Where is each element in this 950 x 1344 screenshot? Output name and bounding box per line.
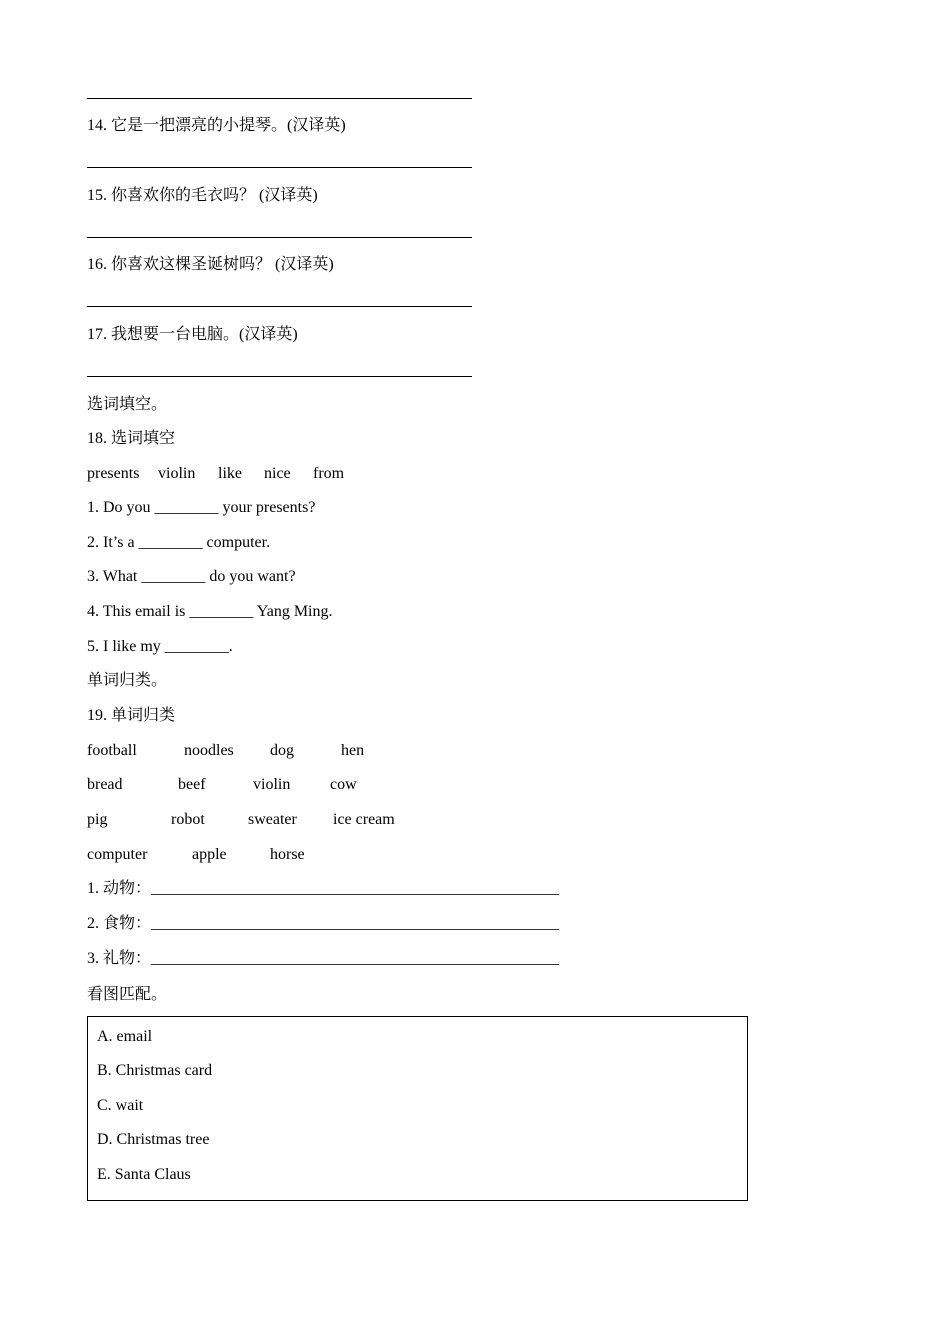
match-option-a: A. email: [97, 1028, 153, 1045]
grid-word: beef: [178, 776, 206, 793]
grid-word: computer: [87, 846, 148, 863]
grid-word: bread: [87, 776, 123, 793]
question-19-title: 19. 单词归类: [87, 707, 176, 724]
fill-item-2: 2. It’s a ________ computer.: [87, 534, 271, 551]
word-bank-item: nice: [264, 465, 291, 482]
grid-word: hen: [341, 742, 365, 759]
classify-item-food: 2. 食物：___________________________________________________: [87, 915, 560, 932]
match-option-c: C. wait: [97, 1097, 144, 1114]
grid-word: ice cream: [333, 811, 395, 828]
word-bank-item: presents: [87, 465, 140, 482]
answer-line-13: [87, 98, 472, 99]
section-heading-fill: 选词填空。: [87, 396, 168, 413]
grid-word: football: [87, 742, 137, 759]
grid-word: horse: [270, 846, 305, 863]
question-15: 15. 你喜欢你的毛衣吗？ (汉译英): [87, 187, 318, 204]
match-option-d: D. Christmas tree: [97, 1131, 210, 1148]
fill-item-4: 4. This email is ________ Yang Ming.: [87, 603, 333, 620]
word-bank-item: from: [313, 465, 345, 482]
question-18-title: 18. 选词填空: [87, 430, 176, 447]
answer-line-17: [87, 376, 472, 377]
word-bank-item: violin: [158, 465, 196, 482]
question-17: 17. 我想要一台电脑。(汉译英): [87, 326, 298, 343]
match-option-b: B. Christmas card: [97, 1062, 213, 1079]
question-14: 14. 它是一把漂亮的小提琴。(汉译英): [87, 117, 346, 134]
fill-item-5: 5. I like my ________.: [87, 638, 233, 655]
classify-item-gifts: 3. 礼物：___________________________________________________: [87, 950, 560, 967]
grid-word: apple: [192, 846, 227, 863]
grid-word: pig: [87, 811, 108, 828]
classify-item-animals: 1. 动物：___________________________________________________: [87, 880, 560, 897]
match-option-e: E. Santa Claus: [97, 1166, 191, 1183]
fill-item-1: 1. Do you ________ your presents?: [87, 499, 316, 516]
grid-word: noodles: [184, 742, 234, 759]
grid-word: cow: [330, 776, 357, 793]
grid-word: robot: [171, 811, 205, 828]
section-heading-match: 看图匹配。: [87, 986, 168, 1003]
answer-line-14: [87, 167, 472, 168]
answer-line-15: [87, 237, 472, 238]
answer-line-16: [87, 306, 472, 307]
grid-word: sweater: [248, 811, 297, 828]
word-bank-item: like: [218, 465, 242, 482]
grid-word: dog: [270, 742, 294, 759]
grid-word: violin: [253, 776, 291, 793]
section-heading-classify: 单词归类。: [87, 672, 168, 689]
match-options-box: [87, 1016, 748, 1201]
question-16: 16. 你喜欢这棵圣诞树吗？ (汉译英): [87, 256, 334, 273]
fill-item-3: 3. What ________ do you want?: [87, 568, 296, 585]
